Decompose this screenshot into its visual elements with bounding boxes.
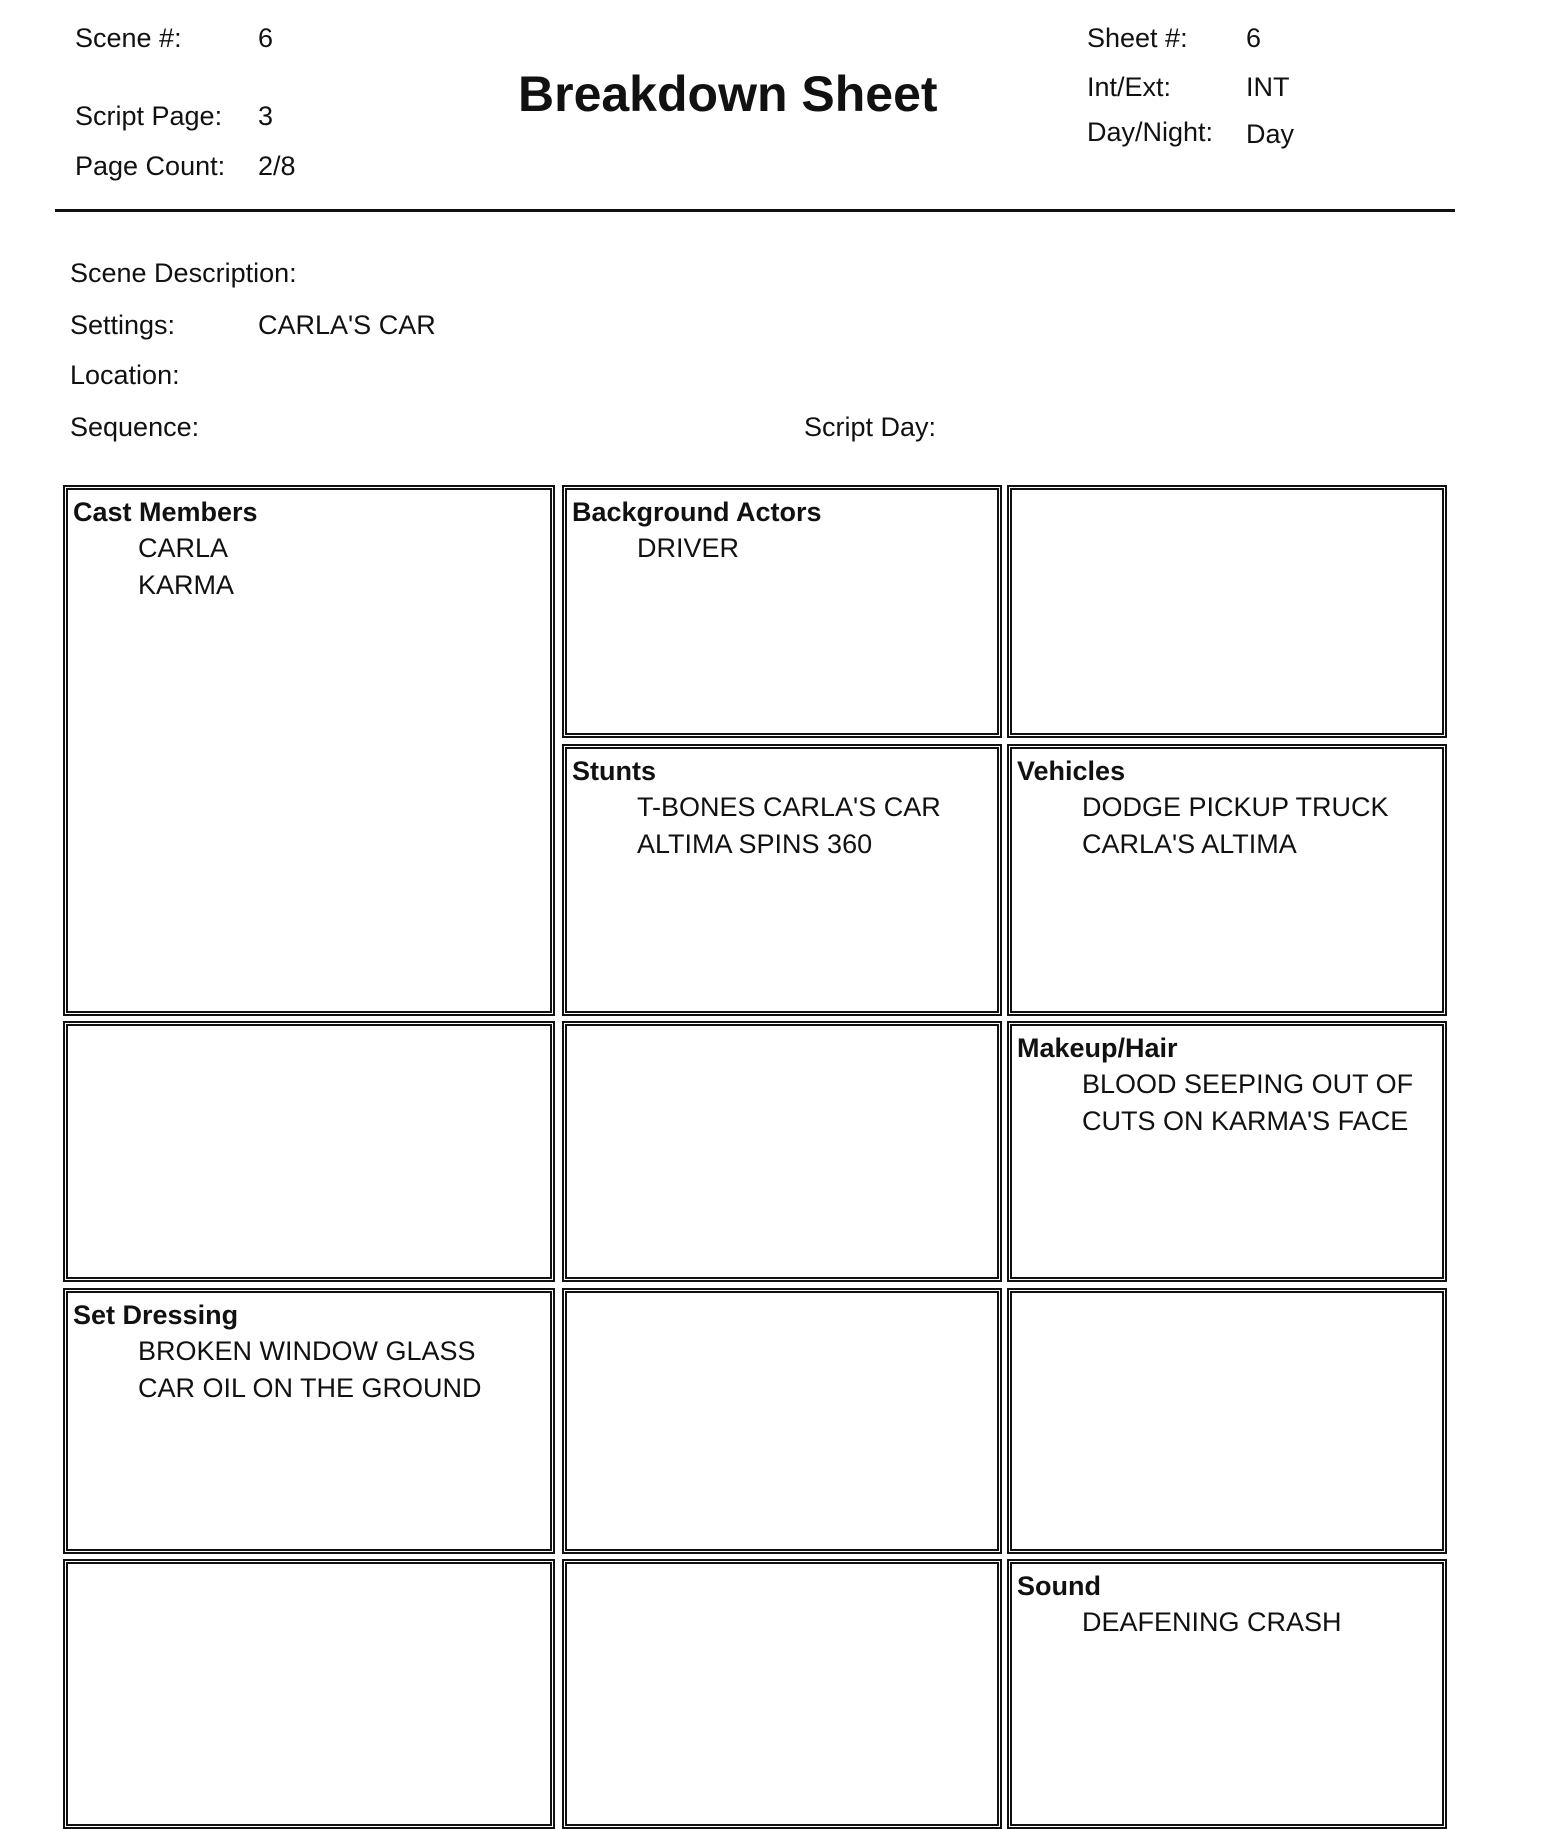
page-count-value: 2/8 (258, 151, 296, 181)
empty-box (63, 1559, 555, 1829)
sound-box (1007, 1559, 1447, 1829)
makeup-hair-box (1007, 1021, 1447, 1282)
int-ext-label: Int/Ext: (1087, 72, 1172, 102)
list-item: T-BONES CARLA'S CAR (637, 792, 941, 822)
settings-value: CARLA'S CAR (258, 310, 436, 340)
box-item-list (637, 530, 739, 567)
day-night-value: Day (1246, 119, 1295, 149)
list-item: ALTIMA SPINS 360 (637, 828, 873, 859)
script-page-label: Script Page: (75, 101, 223, 131)
empty-box (63, 1021, 555, 1282)
list-item: CARLA (138, 533, 229, 563)
page-title: Breakdown Sheet (518, 66, 938, 122)
list-item: BROKEN WINDOW GLASS (138, 1336, 476, 1366)
box-item-list (1082, 789, 1389, 862)
list-item: KARMA (138, 569, 235, 600)
empty-box (1007, 1288, 1447, 1554)
location-label: Location: (70, 360, 180, 390)
day-night-label: Day/Night: (1087, 117, 1214, 147)
settings-label: Settings: (70, 310, 176, 340)
stunts-box (562, 744, 1002, 1016)
scene-number-value: 6 (258, 23, 274, 53)
scene-description-label: Scene Description: (70, 258, 297, 288)
box-title: Makeup/Hair (1017, 1033, 1178, 1063)
int-ext-value: INT (1246, 72, 1290, 102)
script-page-value: 3 (258, 101, 274, 131)
set-dressing-box (63, 1288, 555, 1554)
box-title: Sound (1017, 1571, 1101, 1601)
list-item: CUTS ON KARMA'S FACE (1082, 1105, 1409, 1136)
box-item-list (138, 530, 234, 603)
empty-box (1007, 485, 1447, 738)
sheet-number-label: Sheet #: (1087, 23, 1188, 53)
list-item: DEAFENING CRASH (1082, 1607, 1342, 1637)
box-title: Stunts (572, 756, 656, 786)
sequence-label: Sequence: (70, 412, 200, 442)
box-item-list (1082, 1066, 1413, 1139)
script-day-label: Script Day: (804, 412, 937, 442)
box-item-list (637, 789, 941, 862)
box-title: Vehicles (1017, 756, 1126, 786)
vehicles-box (1007, 744, 1447, 1016)
box-title: Cast Members (73, 497, 258, 527)
background-actors-box (562, 485, 1002, 738)
list-item: BLOOD SEEPING OUT OF (1082, 1069, 1414, 1099)
empty-box (562, 1559, 1002, 1829)
box-item-list (138, 1333, 482, 1406)
box-title: Background Actors (572, 497, 822, 527)
list-item: DRIVER (637, 533, 740, 563)
list-item: DODGE PICKUP TRUCK (1082, 792, 1389, 822)
scene-number-label: Scene #: (75, 23, 182, 53)
box-item-list (1082, 1604, 1342, 1641)
cast-members-box (63, 485, 555, 1016)
empty-box (562, 1288, 1002, 1554)
sheet-number-value: 6 (1246, 23, 1262, 53)
page-count-label: Page Count: (75, 151, 226, 181)
header-divider (55, 209, 1455, 212)
empty-box (562, 1021, 1002, 1282)
list-item: CARLA'S ALTIMA (1082, 828, 1297, 859)
list-item: CAR OIL ON THE GROUND (138, 1372, 482, 1403)
box-title: Set Dressing (73, 1300, 239, 1330)
